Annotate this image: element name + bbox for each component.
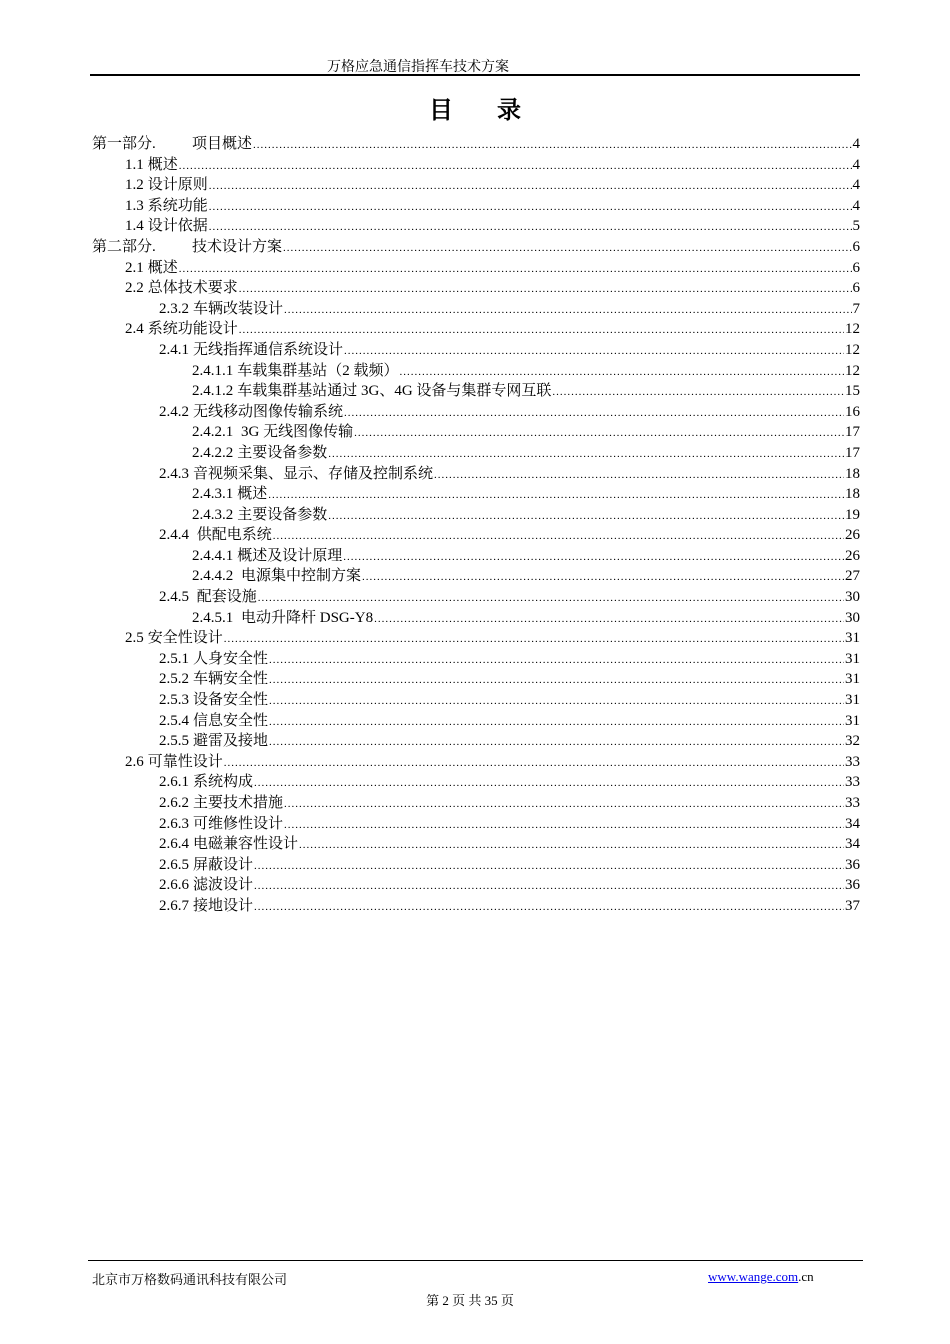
- toc-entry-number: 2.5.4: [159, 712, 189, 729]
- toc-entry-text: 电磁兼容性设计: [193, 836, 299, 853]
- toc-entry-page: 4: [852, 136, 860, 152]
- toc-entry-label: [92, 237, 282, 258]
- toc-entry-number: 2.4.3: [159, 465, 189, 482]
- toc-leader-dots: [400, 362, 844, 383]
- toc-entry-number: 2.5.3: [159, 692, 189, 709]
- toc-entry-number: 第二部分.: [92, 238, 156, 255]
- toc-entry[interactable]: [92, 505, 860, 526]
- toc-entry-page: 4: [852, 177, 860, 194]
- toc-entry-label: [192, 505, 327, 526]
- toc-leader-dots: [273, 526, 844, 547]
- toc-entry-page: 33: [845, 774, 860, 791]
- toc-entry[interactable]: [92, 669, 860, 690]
- toc-leader-dots: [209, 176, 852, 197]
- toc-entry-text: 车载集群基站（2 载频）: [237, 362, 399, 379]
- toc-entry-page: 12: [845, 362, 860, 379]
- toc-entry-label: [159, 587, 257, 608]
- toc-entry-number: 2.4.5.1: [192, 609, 234, 626]
- toc-leader-dots: [224, 629, 844, 650]
- toc-entry-label: [159, 711, 268, 732]
- toc-leader-dots: [268, 485, 844, 506]
- table-of-contents: [92, 134, 860, 917]
- toc-entry-page: 17: [845, 444, 860, 461]
- toc-entry-page: 33: [845, 753, 860, 770]
- toc-leader-dots: [354, 423, 844, 444]
- toc-entry-page: 34: [845, 836, 860, 853]
- toc-leader-dots: [374, 609, 844, 630]
- toc-entry-text: 主要设备参数: [237, 444, 328, 461]
- toc-entry-number: 2.5.5: [159, 733, 189, 750]
- toc-entry-number: 1.1: [125, 156, 144, 173]
- footer-website: [708, 1269, 814, 1285]
- toc-entry-page: 31: [845, 650, 860, 667]
- toc-entry-number: 2.4.1: [159, 341, 189, 358]
- toc-entry-text: 主要设备参数: [237, 506, 328, 523]
- toc-entry-number: 1.4: [125, 218, 144, 235]
- toc-entry-label: [159, 772, 253, 793]
- toc-entry-number: 2.5.1: [159, 650, 189, 667]
- toc-entry-text: 信息安全性: [193, 712, 269, 729]
- toc-entry-text: 可维修性设计: [193, 815, 284, 832]
- footer-rule: [88, 1260, 863, 1261]
- toc-entry-text: 电源集中控制方案: [237, 568, 362, 585]
- toc-entry-page: 34: [845, 815, 860, 832]
- toc-entry-text: 概述: [237, 486, 268, 503]
- toc-entry-number: 2.1: [125, 259, 144, 276]
- toc-entry-number: 2.4.5: [159, 589, 189, 606]
- toc-entry[interactable]: [92, 216, 860, 237]
- toc-entry-label: [192, 484, 267, 505]
- toc-entry-page: 7: [852, 300, 860, 317]
- toc-leader-dots: [362, 567, 844, 588]
- toc-entry-label: [159, 793, 283, 814]
- toc-leader-dots: [344, 403, 844, 424]
- toc-leader-dots: [284, 815, 844, 836]
- toc-entry-text: 设计原则: [147, 177, 208, 194]
- toc-entry-label: [159, 814, 283, 835]
- toc-entry-page: 26: [845, 547, 860, 564]
- toc-leader-dots: [269, 691, 844, 712]
- toc-entry-page: 31: [845, 630, 860, 647]
- toc-entry-label: [125, 196, 208, 217]
- toc-leader-dots: [299, 835, 844, 856]
- toc-entry[interactable]: [92, 731, 860, 752]
- footer-company-name: 北京市万格数码通讯科技有限公司: [92, 1272, 288, 1287]
- toc-entry-number: 2.6.4: [159, 836, 189, 853]
- toc-entry-page: 6: [852, 280, 860, 297]
- toc-leader-dots: [552, 382, 844, 403]
- website-link[interactable]: www.wange.com: [708, 1269, 799, 1284]
- toc-leader-dots: [179, 156, 852, 177]
- toc-entry-number: 2.3.2: [159, 300, 189, 317]
- toc-entry-number: 1.2: [125, 177, 144, 194]
- toc-entry-label: [159, 299, 283, 320]
- toc-entry-label: [125, 258, 178, 279]
- toc-entry-page: 18: [845, 465, 860, 482]
- toc-entry-page: 30: [845, 589, 860, 606]
- website-suffix: .cn: [798, 1269, 814, 1284]
- toc-entry-number: 第一部分.: [92, 136, 156, 152]
- toc-entry-label: [159, 669, 268, 690]
- toc-entry-text: 系统功能设计: [147, 321, 238, 338]
- toc-entry-number: 2.4.1.1: [192, 362, 234, 379]
- toc-entry[interactable]: [92, 319, 860, 340]
- toc-entry-text: 技术设计方案: [192, 238, 283, 255]
- toc-entry-number: 2.4.4: [159, 527, 189, 544]
- toc-entry-number: 2.6.3: [159, 815, 189, 832]
- toc-entry-label: [159, 855, 253, 876]
- toc-entry-label: [159, 731, 268, 752]
- toc-entry-number: 2.6.1: [159, 774, 189, 791]
- toc-entry-number: 2.6: [125, 753, 144, 770]
- toc-leader-dots: [258, 588, 844, 609]
- toc-entry-page: 6: [852, 259, 860, 276]
- toc-entry-text: 避雷及接地: [193, 733, 269, 750]
- toc-entry-page: 32: [845, 733, 860, 750]
- toc-entry[interactable]: [92, 237, 860, 258]
- page-number: 第 2 页 共 35 页: [426, 1293, 514, 1308]
- toc-leader-dots: [328, 444, 844, 465]
- toc-entry-text: 项目概述: [192, 136, 253, 152]
- toc-leader-dots: [269, 670, 844, 691]
- toc-leader-dots: [269, 732, 844, 753]
- toc-entry[interactable]: [92, 814, 860, 835]
- toc-entry-number: 2.4.2.1: [192, 424, 234, 441]
- toc-entry-text: 系统构成: [193, 774, 254, 791]
- toc-entry-page: 4: [852, 197, 860, 214]
- toc-entry-number: 2.4.2.2: [192, 444, 234, 461]
- toc-entry-label: [192, 361, 399, 382]
- toc-entry[interactable]: [92, 752, 860, 773]
- toc-entry-label: [125, 155, 178, 176]
- toc-entry-label: [159, 525, 272, 546]
- toc-entry-text: 3G 无线图像传输: [237, 424, 354, 441]
- toc-entry-text: 系统功能: [147, 197, 208, 214]
- toc-entry-text: 供配电系统: [193, 527, 272, 544]
- toc-entry-page: 17: [845, 424, 860, 441]
- toc-entry-page: 15: [845, 383, 860, 400]
- toc-entry-label: [159, 875, 253, 896]
- toc-entry[interactable]: [92, 258, 860, 279]
- toc-entry-label: [125, 278, 238, 299]
- toc-entry-label: [125, 752, 223, 773]
- toc-entry-text: 概述: [147, 259, 178, 276]
- running-header-title: 万格应急通信指挥车技术方案: [327, 60, 509, 75]
- toc-entry-text: 无线指挥通信系统设计: [193, 341, 344, 358]
- toc-entry-page: 31: [845, 671, 860, 688]
- toc-entry-number: 2.4.3.1: [192, 486, 234, 503]
- toc-entry-text: 人身安全性: [193, 650, 269, 667]
- toc-entry-number: 2.6.7: [159, 897, 189, 914]
- toc-entry[interactable]: [92, 484, 860, 505]
- toc-entry-number: 2.2: [125, 280, 144, 297]
- toc-entry-label: [125, 175, 208, 196]
- toc-entry-label: [159, 340, 343, 361]
- toc-entry[interactable]: [92, 690, 860, 711]
- toc-entry-text: 音视频采集、显示、存储及控制系统: [193, 465, 434, 482]
- toc-leader-dots: [224, 753, 844, 774]
- toc-entry-label: [192, 443, 327, 464]
- toc-entry-page: 36: [845, 877, 860, 894]
- toc-leader-dots: [254, 897, 844, 918]
- toc-entry-page: 36: [845, 856, 860, 873]
- toc-entry-number: 2.4.4.1: [192, 547, 234, 564]
- toc-leader-dots: [254, 856, 844, 877]
- toc-entry-page: 5: [852, 218, 860, 235]
- toc-entry-number: 2.6.2: [159, 795, 189, 811]
- toc-leader-dots: [343, 547, 844, 568]
- toc-entry-text: 设备安全性: [193, 692, 269, 709]
- toc-entry[interactable]: [92, 834, 860, 855]
- toc-entry-label: [192, 608, 373, 629]
- toc-entry[interactable]: [92, 525, 860, 546]
- toc-leader-dots: [269, 650, 844, 671]
- toc-entry-label: [159, 464, 433, 485]
- toc-entry-page: 4: [852, 156, 860, 173]
- toc-entry-text: 屏蔽设计: [193, 856, 254, 873]
- toc-leader-dots: [328, 506, 844, 527]
- toc-entry-number: 2.5.2: [159, 671, 189, 688]
- toc-entry-label: [159, 402, 343, 423]
- toc-entry-text: 车载集群基站通过 3G、4G 设备与集群专网互联: [237, 383, 552, 400]
- toc-leader-dots: [344, 341, 844, 362]
- toc-entry-text: 车辆改装设计: [193, 300, 284, 317]
- toc-title-char-2: 录: [497, 98, 521, 124]
- toc-entry-number: 2.4.3.2: [192, 506, 234, 523]
- toc-entry[interactable]: [92, 608, 860, 629]
- toc-entry-text: 无线移动图像传输系统: [193, 403, 344, 420]
- toc-entry[interactable]: [92, 875, 860, 896]
- toc-entry[interactable]: [92, 422, 860, 443]
- toc-leader-dots: [239, 320, 844, 341]
- toc-entry-number: 2.4.4.2: [192, 568, 234, 585]
- toc-entry-label: [159, 690, 268, 711]
- toc-entry-number: 2.5: [125, 630, 144, 647]
- toc-entry-label: [192, 381, 551, 402]
- toc-entry-page: 30: [845, 609, 860, 626]
- toc-leader-dots: [254, 773, 844, 794]
- toc-entry-page: 6: [852, 238, 860, 255]
- toc-entry-label: [125, 216, 208, 237]
- toc-entry[interactable]: [92, 649, 860, 670]
- toc-entry[interactable]: [92, 896, 860, 917]
- toc-entry-number: 2.6.6: [159, 877, 189, 894]
- toc-leader-dots: [283, 238, 851, 259]
- toc-entry-page: 19: [845, 506, 860, 523]
- toc-entry-text: 安全性设计: [147, 630, 223, 647]
- toc-leader-dots: [269, 712, 844, 733]
- toc-entry-label: [159, 649, 268, 670]
- toc-entry-page: 16: [845, 403, 860, 420]
- toc-entry[interactable]: [92, 628, 860, 649]
- toc-entry-page: 27: [845, 568, 860, 585]
- toc-leader-dots: [284, 794, 844, 815]
- toc-entry[interactable]: [92, 587, 860, 608]
- toc-entry-label: [159, 834, 298, 855]
- toc-entry[interactable]: [92, 340, 860, 361]
- toc-title-char-1: 目: [429, 98, 453, 124]
- toc-entry[interactable]: [92, 711, 860, 732]
- toc-entry[interactable]: [92, 175, 860, 196]
- toc-entry-text: 滤波设计: [193, 877, 254, 894]
- toc-entry[interactable]: [92, 566, 860, 587]
- toc-entry-text: 概述及设计原理: [237, 547, 343, 564]
- toc-entry-page: 12: [845, 341, 860, 358]
- toc-entry-number: 2.4: [125, 321, 144, 338]
- toc-entry-label: [125, 319, 238, 340]
- toc-title: [0, 90, 950, 125]
- toc-entry-text: 配套设施: [193, 589, 257, 606]
- toc-entry[interactable]: [92, 134, 860, 155]
- toc-entry[interactable]: [92, 299, 860, 320]
- toc-entry-number: 2.6.5: [159, 856, 189, 873]
- toc-entry-label: [159, 896, 253, 917]
- toc-entry-label: [92, 134, 252, 155]
- toc-entry[interactable]: [92, 361, 860, 382]
- toc-leader-dots: [239, 279, 852, 300]
- toc-leader-dots: [179, 259, 852, 280]
- toc-entry-page: 18: [845, 486, 860, 503]
- toc-entry-number: 1.3: [125, 197, 144, 214]
- toc-leader-dots: [253, 135, 851, 156]
- toc-entry-text: 概述: [147, 156, 178, 173]
- toc-entry[interactable]: [92, 793, 860, 814]
- toc-entry-label: [192, 422, 353, 443]
- toc-entry-text: 车辆安全性: [193, 671, 269, 688]
- toc-entry-page: 12: [845, 321, 860, 338]
- toc-entry-text: 设计依据: [147, 218, 208, 235]
- toc-entry-page: 37: [845, 897, 860, 914]
- toc-leader-dots: [434, 465, 844, 486]
- toc-entry-text: 电动升降杆 DSG-Y8: [237, 609, 374, 626]
- toc-entry[interactable]: [92, 855, 860, 876]
- toc-entry-text: 总体技术要求: [147, 280, 238, 297]
- toc-entry-number: 2.4.2: [159, 403, 189, 420]
- toc-entry[interactable]: [92, 278, 860, 299]
- toc-leader-dots: [284, 300, 851, 321]
- toc-entry-number: 2.4.1.2: [192, 383, 234, 400]
- toc-entry-text: 接地设计: [193, 897, 254, 914]
- toc-entry[interactable]: [92, 381, 860, 402]
- toc-entry-page: 31: [845, 692, 860, 709]
- toc-entry-text: 可靠性设计: [147, 753, 223, 770]
- toc-entry[interactable]: [92, 196, 860, 217]
- toc-entry-label: [125, 628, 223, 649]
- toc-entry[interactable]: [92, 402, 860, 423]
- toc-entry[interactable]: [92, 443, 860, 464]
- toc-entry-text: 主要技术措施: [193, 795, 284, 811]
- toc-entry[interactable]: [92, 772, 860, 793]
- toc-entry-page: 31: [845, 712, 860, 729]
- toc-entry-label: [192, 546, 342, 567]
- toc-entry[interactable]: [92, 546, 860, 567]
- toc-entry-page: 26: [845, 527, 860, 544]
- toc-leader-dots: [254, 876, 844, 897]
- toc-entry-page: 33: [845, 795, 860, 811]
- toc-entry[interactable]: [92, 464, 860, 485]
- toc-leader-dots: [209, 217, 852, 238]
- toc-entry-label: [192, 566, 361, 587]
- header-rule: [90, 74, 860, 76]
- toc-entry[interactable]: [92, 155, 860, 176]
- toc-leader-dots: [209, 197, 852, 218]
